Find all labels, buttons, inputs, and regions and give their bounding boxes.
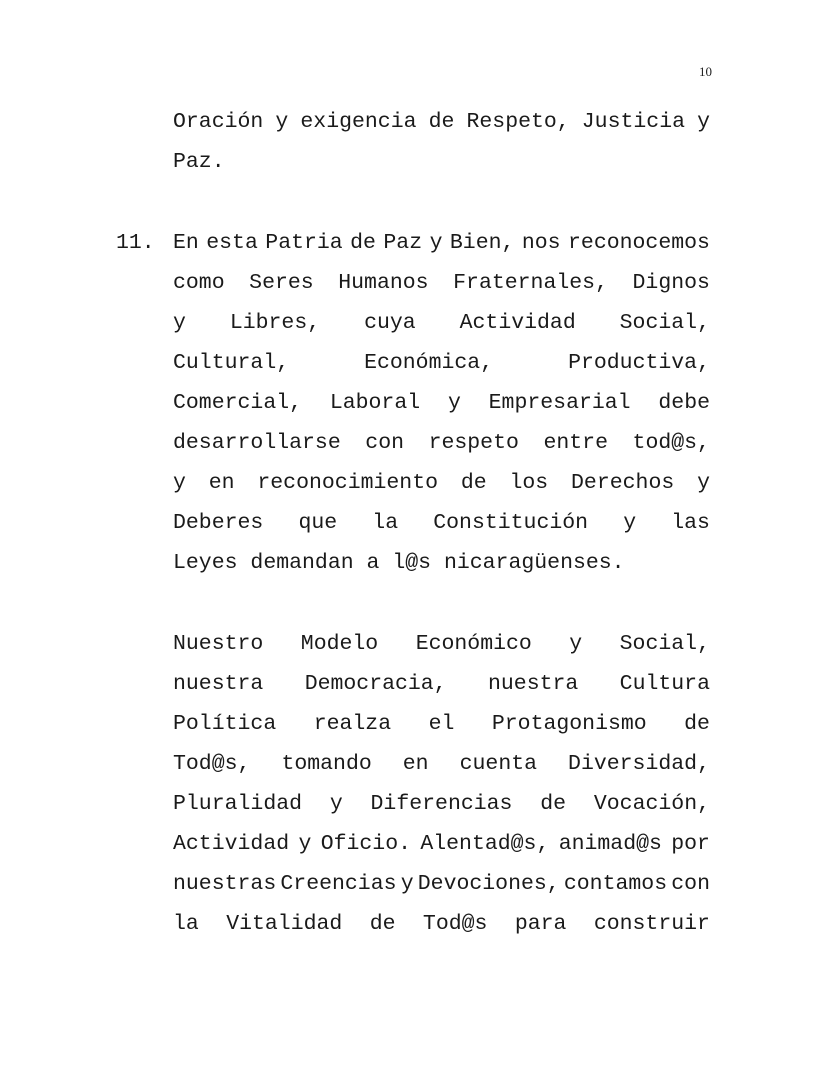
word: Alentad@s, — [420, 832, 550, 856]
word: Económico — [415, 632, 532, 656]
word: Laboral — [329, 391, 421, 415]
paragraph-2-line-7 — [173, 870, 710, 898]
word: Vitalidad — [226, 912, 343, 936]
word: Pluralidad — [173, 792, 303, 816]
word: Modelo — [300, 632, 379, 656]
word: Productiva, — [568, 351, 710, 375]
word: animad@s — [558, 832, 662, 856]
word: cuya — [364, 311, 416, 335]
word: por — [671, 832, 710, 856]
word: Bien, — [449, 231, 515, 255]
word: y — [697, 471, 710, 495]
word: de — [428, 110, 455, 134]
word: Derechos — [571, 471, 675, 495]
paragraph-2-line-5 — [173, 790, 710, 818]
page-number: 10 — [699, 64, 712, 79]
word: Económica, — [364, 351, 494, 375]
word: respeto — [428, 431, 519, 455]
item-11-line-5 — [173, 389, 710, 417]
word: de — [684, 712, 710, 736]
word: Actividad — [173, 832, 290, 856]
word: Creencias — [280, 872, 397, 896]
word: Protagonismo — [491, 712, 647, 736]
word: exigencia — [300, 110, 417, 134]
paragraph-2-line-1 — [173, 630, 710, 658]
item-11-line-2 — [173, 269, 710, 297]
word: y — [173, 311, 186, 335]
word: con — [365, 431, 405, 455]
word: entre — [543, 431, 608, 455]
word: Tod@s — [422, 912, 488, 936]
word: esta — [206, 231, 258, 255]
word: Nuestro — [173, 632, 264, 656]
word: y — [569, 632, 583, 656]
word: y — [623, 511, 637, 535]
word: construir — [593, 912, 710, 936]
word: Actividad — [459, 311, 576, 335]
word: Empresarial — [488, 391, 631, 415]
word: tod@s, — [632, 431, 710, 455]
paragraph-2-line-2 — [173, 670, 710, 698]
word: En — [173, 231, 199, 255]
word: y — [447, 391, 461, 415]
paragraph-2-line-3 — [173, 710, 710, 738]
word: reconocimiento — [257, 471, 439, 495]
word: Democracia, — [304, 672, 447, 696]
word: contamos — [563, 872, 668, 896]
word: Devociones, — [417, 872, 560, 896]
word: Tod@s, — [173, 752, 251, 776]
word: de — [540, 792, 567, 816]
item-11-line-3 — [173, 309, 710, 337]
word: Comercial, — [173, 391, 303, 415]
item-number: 11. — [116, 231, 155, 255]
word: como — [173, 271, 225, 295]
word: Oración — [173, 110, 264, 134]
word: de — [460, 471, 487, 495]
word: desarrollarse — [173, 431, 341, 455]
word: nuestras — [173, 872, 277, 896]
word: Patria — [265, 231, 343, 255]
item-11-line-1 — [173, 229, 710, 257]
word: reconocemos — [568, 231, 710, 255]
word: Fraternales, — [453, 271, 608, 295]
item-11-line-9: Leyes demandan a l@s nicaragüenses. — [173, 551, 625, 575]
word: Cultura — [619, 672, 710, 696]
word: de — [369, 912, 396, 936]
word: Paz — [383, 231, 423, 255]
word: debe — [658, 391, 710, 415]
word: cuenta — [459, 752, 538, 776]
word: la — [372, 511, 399, 535]
word: las — [671, 511, 710, 535]
item-11-line-7 — [173, 469, 710, 497]
word: tomando — [281, 752, 372, 776]
word: Social, — [619, 311, 710, 335]
word: Constitución — [433, 511, 589, 535]
word: Social, — [619, 632, 710, 656]
item-11-line-8 — [173, 509, 710, 537]
word: y — [429, 231, 443, 255]
word: en — [208, 471, 235, 495]
word: Diversidad, — [568, 752, 710, 776]
item-11-line-6 — [173, 429, 710, 457]
word: Seres — [249, 271, 314, 295]
word: que — [298, 511, 338, 535]
continuation-line-2: Paz. — [173, 150, 225, 174]
item-11-line-4 — [173, 349, 710, 377]
word: Vocación, — [593, 792, 710, 816]
word: realza — [313, 712, 392, 736]
word: y — [400, 872, 414, 896]
paragraph-2-line-6 — [173, 830, 710, 858]
word: y — [697, 110, 710, 134]
word: Justicia — [581, 110, 685, 134]
word: Libres, — [229, 311, 321, 335]
word: nos — [521, 231, 561, 255]
word: para — [514, 912, 567, 936]
word: nuestra — [173, 672, 264, 696]
paragraph-2-line-4 — [173, 750, 710, 778]
word: Diferencias — [370, 792, 513, 816]
word: Política — [173, 712, 277, 736]
word: en — [402, 752, 429, 776]
word: la — [173, 912, 199, 936]
word: Respeto, — [466, 110, 570, 134]
word: y — [173, 471, 186, 495]
continuation-line-1 — [173, 108, 710, 136]
word: Oficio. — [320, 832, 412, 856]
word: y — [329, 792, 343, 816]
word: y — [275, 110, 289, 134]
word: nuestra — [487, 672, 579, 696]
word: el — [428, 712, 455, 736]
word: de — [350, 231, 376, 255]
word: y — [298, 832, 312, 856]
paragraph-2-line-8 — [173, 910, 710, 938]
word: Deberes — [173, 511, 264, 535]
word: Cultural, — [173, 351, 290, 375]
word: Dignos — [632, 271, 710, 295]
word: Humanos — [338, 271, 429, 295]
word: con — [671, 872, 710, 896]
word: los — [509, 471, 549, 495]
